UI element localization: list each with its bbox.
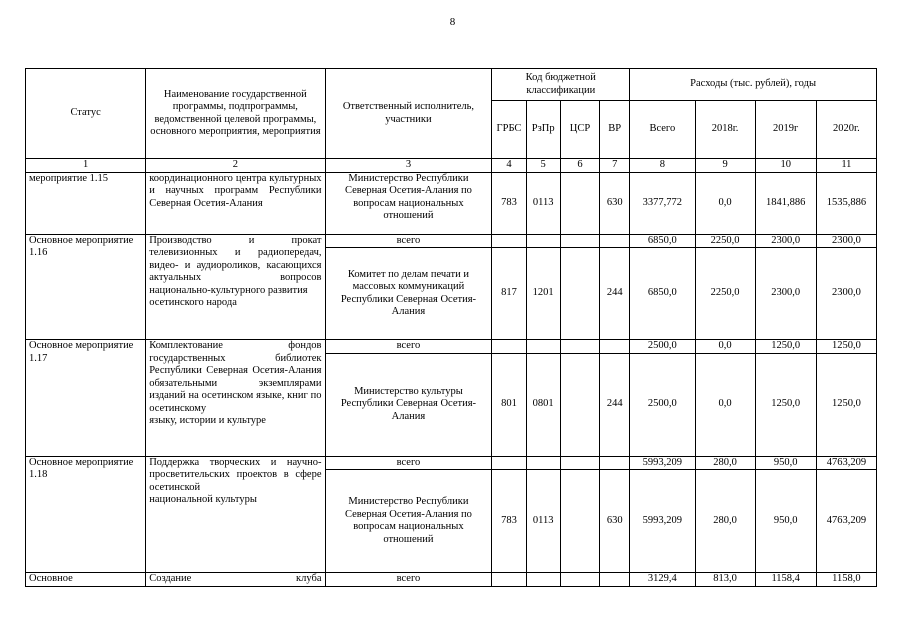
- row-2018: 2250,0: [695, 234, 755, 248]
- header-total: Всего: [630, 101, 695, 159]
- col-number: 5: [526, 159, 560, 173]
- row-total: 5993,209: [630, 470, 695, 573]
- budget-table: [25, 68, 877, 587]
- row-status: Основное: [26, 573, 146, 587]
- row-status: мероприятие 1.15: [26, 172, 146, 234]
- row-csr: [560, 172, 599, 234]
- row-total: 5993,209: [630, 456, 695, 470]
- row-status: Основное мероприятие 1.17: [26, 340, 146, 457]
- header-rzpr: РзПр: [526, 101, 560, 159]
- row-name: Производство и прокат телевизионных и радиопередач, видео- и аудиороликов, касающихся актуальных вопросов национально-культурного развития осетинского народа: [146, 234, 325, 340]
- row-grbs: 817: [492, 248, 526, 340]
- col-number: 2: [146, 159, 325, 173]
- column-number-row: [26, 159, 877, 173]
- row-name: Создание клуба: [146, 573, 325, 587]
- row-2019: 2300,0: [755, 248, 816, 340]
- row-2018: 0,0: [695, 353, 755, 456]
- row-2019: 1250,0: [755, 340, 816, 354]
- row-name: Поддержка творческих и научно-просветительских проектов в сфере осетинской национальной культуры: [146, 456, 325, 573]
- col-number: 7: [600, 159, 630, 173]
- row-executor: Министерство Республики Северная Осетия-Алания по вопросам национальных отношений: [325, 470, 492, 573]
- header-expenses: Расходы (тыс. рублей), годы: [630, 69, 877, 101]
- row-total: 2500,0: [630, 353, 695, 456]
- row-name: Комплектование фондов государственных библиотек Республики Северная Осетия-Алания обязательными экземплярами изданий на осетинском языке, книг по осетинскому языку, истории и культуре: [146, 340, 325, 457]
- row-2019: 950,0: [755, 456, 816, 470]
- row-2019: 2300,0: [755, 234, 816, 248]
- col-number: 8: [630, 159, 695, 173]
- row-2020: 1250,0: [816, 353, 876, 456]
- header-name: Наименование государственной программы, подпрограммы, ведомственной целевой программы, основного мероприятия, мероприятия: [146, 69, 325, 159]
- row-2019: 950,0: [755, 470, 816, 573]
- row-vr: 630: [600, 470, 630, 573]
- row-executor: Комитет по делам печати и массовых коммуникаций Республики Северная Осетия-Алания: [325, 248, 492, 340]
- row-2020: 1535,886: [816, 172, 876, 234]
- row-status: Основное мероприятие 1.16: [26, 234, 146, 340]
- row-2020: 1158,0: [816, 573, 876, 587]
- row-vr: 244: [600, 353, 630, 456]
- row-2020: 4763,209: [816, 456, 876, 470]
- row-2020: 4763,209: [816, 470, 876, 573]
- row-all-label: всего: [325, 573, 492, 587]
- row-grbs: 783: [492, 470, 526, 573]
- row-csr: [560, 470, 599, 573]
- header-budget-code: Код бюджетной классификации: [492, 69, 630, 101]
- row-csr: [560, 353, 599, 456]
- header-2018: 2018г.: [695, 101, 755, 159]
- row-2020: 2300,0: [816, 234, 876, 248]
- header-vr: ВР: [600, 101, 630, 159]
- row-executor: Министерство культуры Республики Северная Осетия-Алания: [325, 353, 492, 456]
- col-number: 4: [492, 159, 526, 173]
- row-all-label: всего: [325, 234, 492, 248]
- row-2019: 1158,4: [755, 573, 816, 587]
- header-executor: Ответственный исполнитель, участники: [325, 69, 492, 159]
- table-row: [26, 456, 877, 470]
- row-total: 6850,0: [630, 234, 695, 248]
- row-total: 2500,0: [630, 340, 695, 354]
- row-2019: 1841,886: [755, 172, 816, 234]
- header-status: Статус: [26, 69, 146, 159]
- col-number: 11: [816, 159, 876, 173]
- header-csr: ЦСР: [560, 101, 599, 159]
- row-csr: [560, 248, 599, 340]
- col-number: 1: [26, 159, 146, 173]
- row-2018: 2250,0: [695, 248, 755, 340]
- header-2020: 2020г.: [816, 101, 876, 159]
- row-2018: 0,0: [695, 172, 755, 234]
- row-name: координационного центра культурных и научных программ Республики Северная Осетия-Алания: [146, 172, 325, 234]
- row-executor: Министерство Республики Северная Осетия-Алания по вопросам национальных отношений: [325, 172, 492, 234]
- row-2018: 280,0: [695, 470, 755, 573]
- row-2020: 1250,0: [816, 340, 876, 354]
- row-total: 6850,0: [630, 248, 695, 340]
- header-grbs: ГРБС: [492, 101, 526, 159]
- col-number: 3: [325, 159, 492, 173]
- table-row: [26, 172, 877, 234]
- row-all-label: всего: [325, 340, 492, 354]
- col-number: 6: [560, 159, 599, 173]
- row-rzpr: 0113: [526, 470, 560, 573]
- page-number: 8: [449, 16, 456, 28]
- table-row: [26, 340, 877, 354]
- row-total: 3377,772: [630, 172, 695, 234]
- row-total: 3129,4: [630, 573, 695, 587]
- header-2019: 2019г: [755, 101, 816, 159]
- row-2019: 1250,0: [755, 353, 816, 456]
- row-rzpr: 0801: [526, 353, 560, 456]
- row-rzpr: 0113: [526, 172, 560, 234]
- row-2018: 0,0: [695, 340, 755, 354]
- col-number: 10: [755, 159, 816, 173]
- row-2018: 813,0: [695, 573, 755, 587]
- col-number: 9: [695, 159, 755, 173]
- row-2020: 2300,0: [816, 248, 876, 340]
- row-2018: 280,0: [695, 456, 755, 470]
- row-grbs: 801: [492, 353, 526, 456]
- row-all-label: всего: [325, 456, 492, 470]
- row-grbs: 783: [492, 172, 526, 234]
- row-vr: 244: [600, 248, 630, 340]
- row-vr: 630: [600, 172, 630, 234]
- table-row: [26, 573, 877, 587]
- table-row: [26, 234, 877, 248]
- row-rzpr: 1201: [526, 248, 560, 340]
- row-status: Основное мероприятие 1.18: [26, 456, 146, 573]
